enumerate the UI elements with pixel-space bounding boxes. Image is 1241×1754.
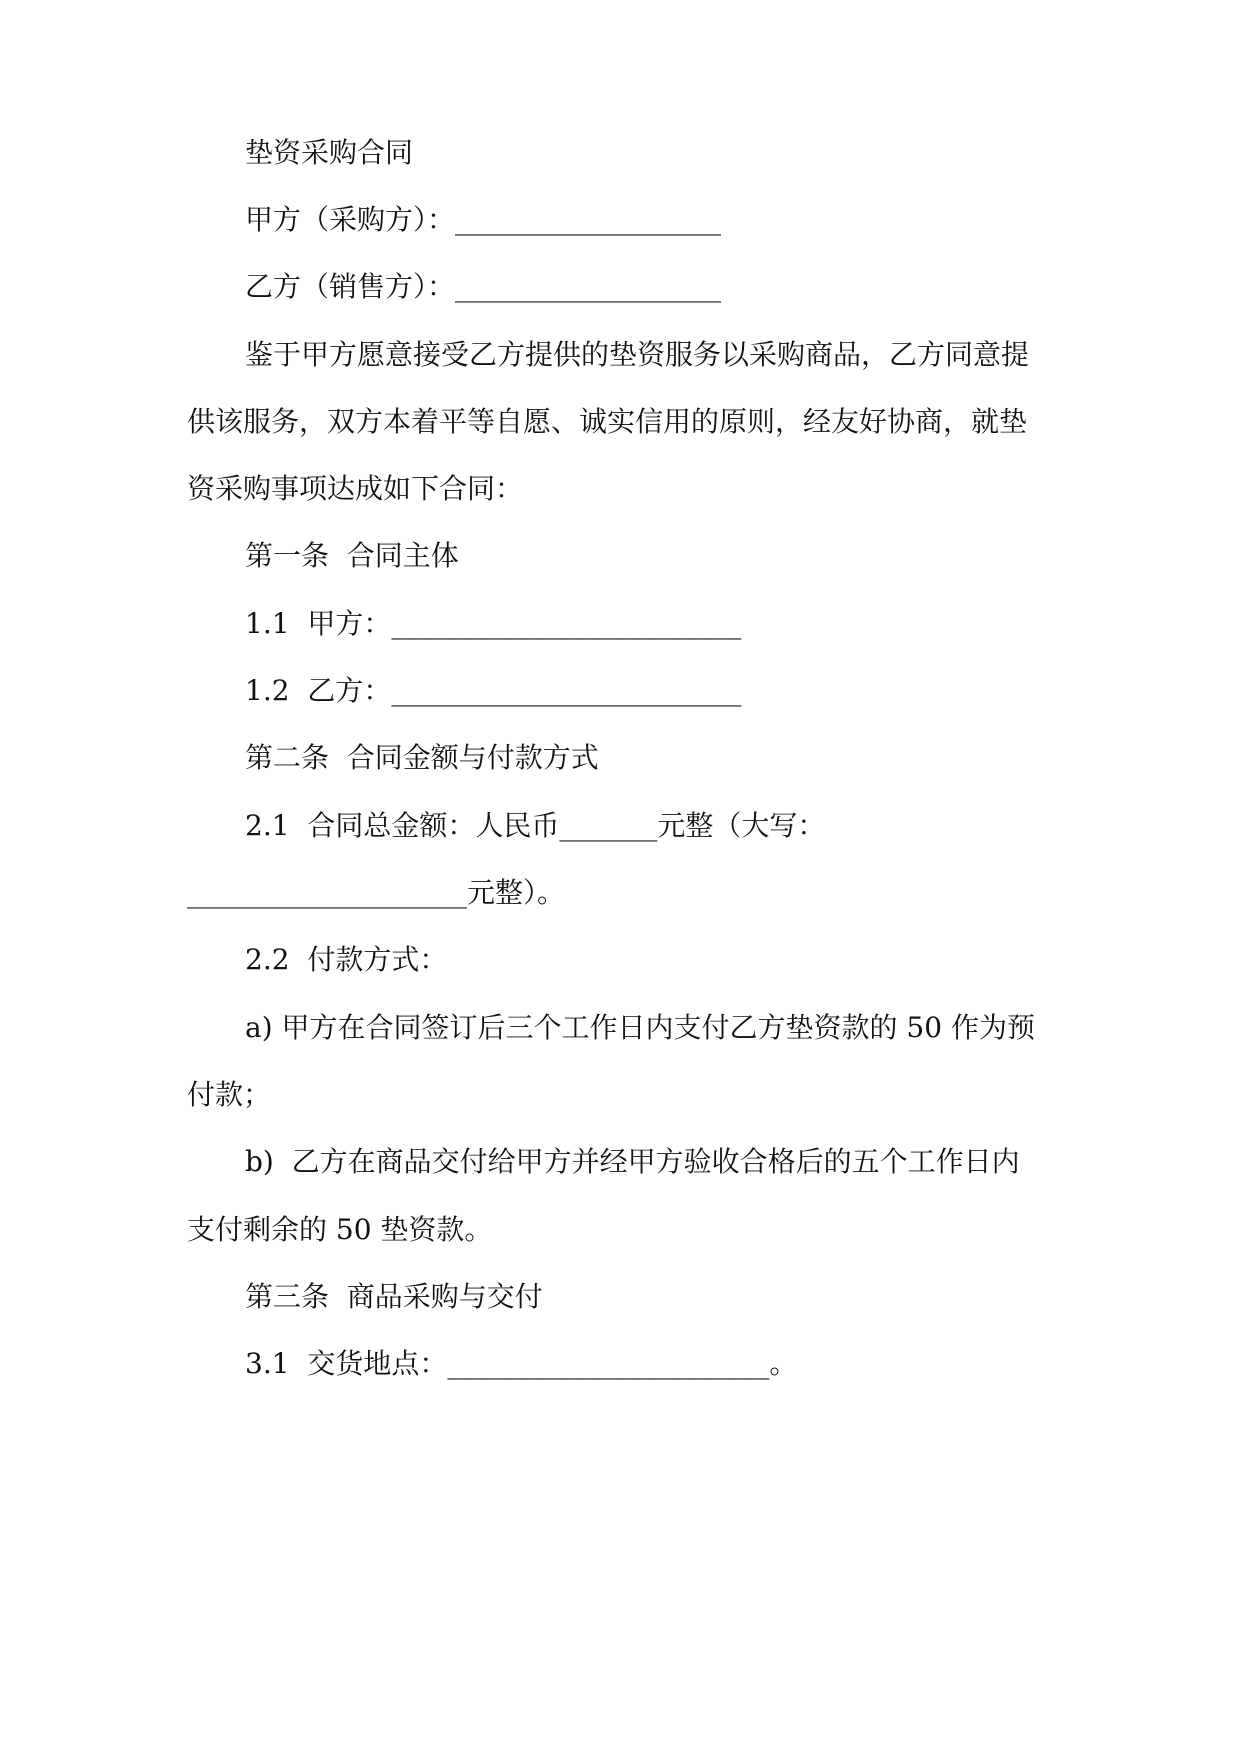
article-1-item-1: 1.1 甲方：_________________________ <box>245 607 742 640</box>
article-1-heading: 第一条 合同主体 <box>245 539 459 572</box>
article-2-item-2: 2.2 付款方式： <box>245 943 448 976</box>
party-b-line: 乙方（销售方）：___________________ <box>245 270 722 303</box>
article-2-item-1-line-1: 2.1 合同总金额：人民币_______元整（大写： <box>245 809 826 842</box>
preamble-line-3: 资采购事项达成如下合同： <box>187 472 524 505</box>
document-title: 垫资采购合同 <box>245 136 414 169</box>
payment-a-line-1: a) 甲方在合同签订后三个工作日内支付乙方垫资款的 50 作为预 <box>245 1011 1035 1044</box>
preamble-line-2: 供该服务，双方本着平等自愿、诚实信用的原则，经友好协商，就垫 <box>187 405 1028 438</box>
party-a-line: 甲方（采购方）：___________________ <box>245 203 722 236</box>
article-1-item-2: 1.2 乙方：_________________________ <box>245 674 742 707</box>
preamble-line-1: 鉴于甲方愿意接受乙方提供的垫资服务以采购商品，乙方同意提 <box>245 338 1030 371</box>
payment-b-line-1: b) 乙方在商品交付给甲方并经甲方验收合格后的五个工作日内 <box>245 1145 1020 1178</box>
payment-b-line-2: 支付剩余的 50 垫资款。 <box>187 1213 493 1246</box>
payment-a-line-2: 付款； <box>187 1078 272 1111</box>
article-2-heading: 第二条 合同金额与付款方式 <box>245 741 599 774</box>
article-3-heading: 第三条 商品采购与交付 <box>245 1280 543 1313</box>
article-2-item-1-line-2: ____________________元整）。 <box>187 876 566 909</box>
article-3-item-1: 3.1 交货地点：_______________________。 <box>245 1347 798 1380</box>
